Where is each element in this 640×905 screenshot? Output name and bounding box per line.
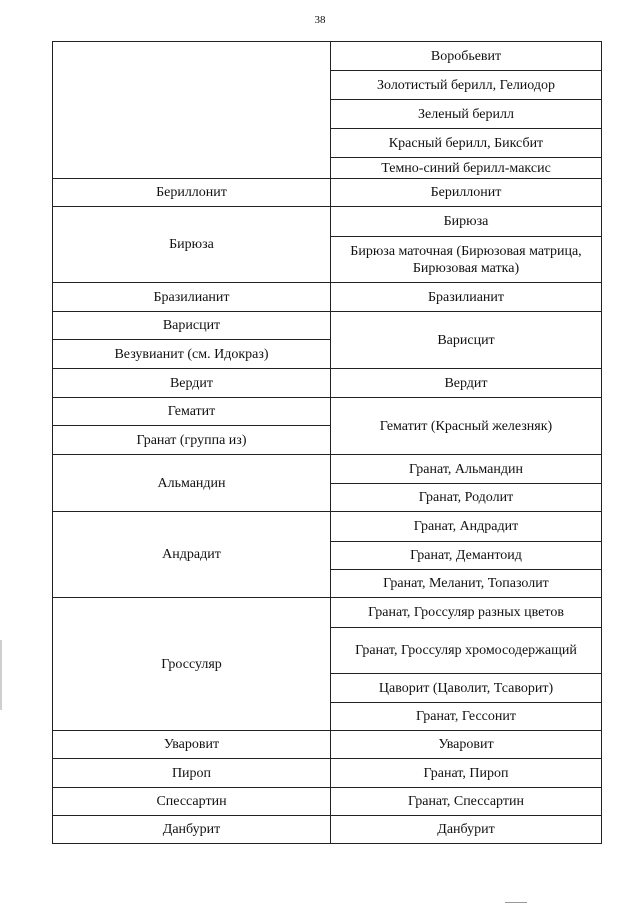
right-cell: Бирюза маточная (Бирюзовая матрица, Бирюзовая матка) [331,237,602,283]
table-row [53,455,602,484]
right-cell: Золотистый берилл, Гелиодор [331,71,602,100]
right-cell: Гранат, Демантоид [331,542,602,570]
right-cell: Цаворит (Цаволит, Тсаворит) [331,674,602,703]
left-cell: Бирюза [53,207,331,283]
table-row [53,759,602,788]
left-cell: Вердит [53,369,331,398]
left-cell: Гранат (группа из) [53,426,331,455]
table-row [53,598,602,628]
left-cell: Андрадит [53,512,331,598]
scan-edge-mark [0,640,2,710]
left-cell: Уваровит [53,731,331,759]
page-number: 38 [314,14,326,26]
left-cell: Везувианит (см. Идокраз) [53,340,331,369]
right-cell: Гематит (Красный железняк) [331,398,602,455]
right-cell: Гранат, Гессонит [331,703,602,731]
table-row [53,816,602,844]
right-cell: Вердит [331,369,602,398]
right-cell: Бериллонит [331,179,602,207]
left-cell: Гематит [53,398,331,426]
right-cell: Гранат, Андрадит [331,512,602,542]
table-row [53,179,602,207]
right-cell: Варисцит [331,312,602,369]
left-cell: Варисцит [53,312,331,340]
table-row [53,369,602,398]
right-cell: Зеленый берилл [331,100,602,129]
left-cell: Бериллонит [53,179,331,207]
right-cell: Гранат, Родолит [331,484,602,512]
left-cell: Бразилианит [53,283,331,312]
right-cell: Бирюза [331,207,602,237]
table-row [53,788,602,816]
right-cell: Темно-синий берилл-максис [331,158,602,179]
right-cell: Гранат, Меланит, Топазолит [331,570,602,598]
right-cell: Гранат, Альмандин [331,455,602,484]
right-cell: Красный берилл, Биксбит [331,129,602,158]
left-cell: Спессартин [53,788,331,816]
right-cell: Данбурит [331,816,602,844]
table-row [53,398,602,426]
left-cell: Гроссуляр [53,598,331,731]
left-cell: Данбурит [53,816,331,844]
left-cell: Пироп [53,759,331,788]
table-row [53,42,602,71]
right-cell: Гранат, Гроссуляр хромосодержащий [331,628,602,674]
scan-mark [505,902,527,903]
right-cell: Воробьевит [331,42,602,71]
table-row [53,283,602,312]
table-row [53,312,602,340]
right-cell: Гранат, Гроссуляр разных цветов [331,598,602,628]
right-cell: Гранат, Спессартин [331,788,602,816]
right-cell: Бразилианит [331,283,602,312]
left-cell: Альмандин [53,455,331,512]
left-cell-empty [53,42,331,179]
gemstone-table [52,41,602,844]
table-row [53,512,602,542]
right-cell: Уваровит [331,731,602,759]
table-row [53,731,602,759]
table-row [53,207,602,237]
right-cell: Гранат, Пироп [331,759,602,788]
